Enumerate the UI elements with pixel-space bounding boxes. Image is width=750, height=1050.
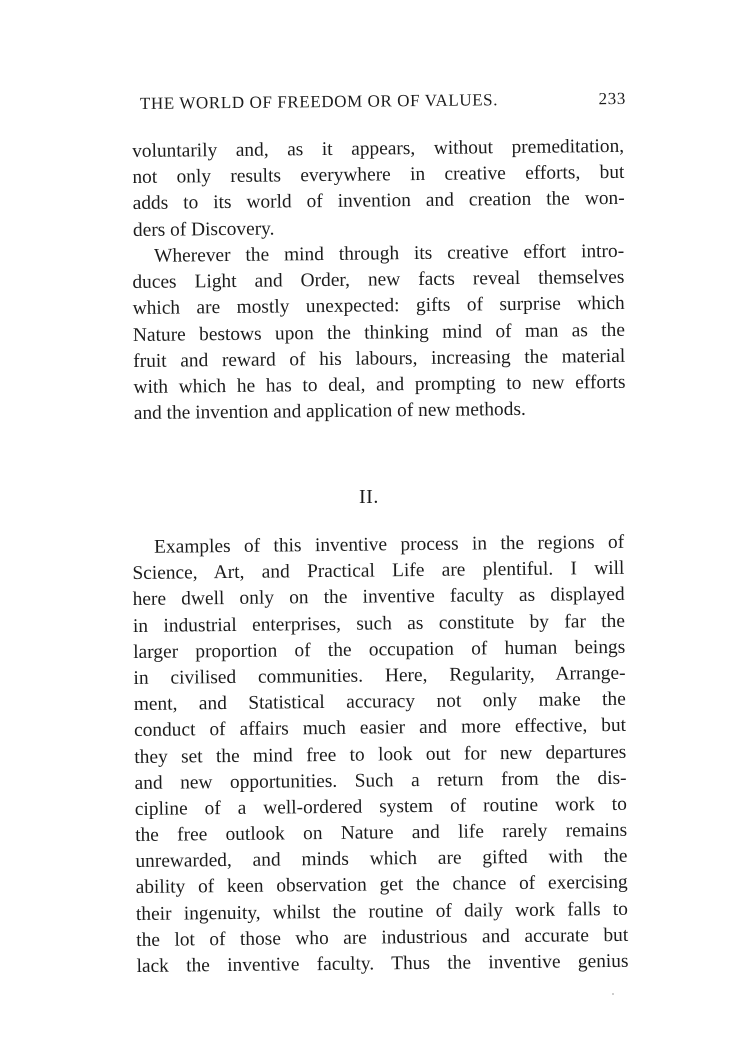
page-number: 233 bbox=[598, 88, 627, 109]
running-head-title: THE WORLD OF FREEDOM OR OF VALUES. bbox=[139, 90, 499, 113]
text-line: in industrial enterprises, such as constitute by far the bbox=[132, 610, 626, 637]
text-line: Examples of this inventive process in the regions of bbox=[154, 531, 625, 558]
text-line: and new opportunities. Such a return from the dis- bbox=[134, 767, 627, 794]
text-line: fruit and reward of his labours, increasing the material bbox=[133, 345, 626, 372]
text-line: their ingenuity, whilst the routine of daily work falls to bbox=[135, 898, 629, 925]
text-line: voluntarily and, as it appears, without premeditation, bbox=[132, 135, 625, 162]
paragraph-continued bbox=[132, 134, 625, 244]
text-line: with which he has to deal, and prompting to new efforts bbox=[133, 371, 626, 398]
text-line: Wherever the mind through its creative effort intro- bbox=[154, 240, 625, 267]
paragraph bbox=[132, 530, 629, 980]
text-line: the lot of those who are industrious and accurate but bbox=[136, 924, 629, 951]
paragraph bbox=[132, 239, 626, 427]
text-line: not only results everywhere in creative efforts, but bbox=[132, 162, 625, 189]
paper-speck bbox=[612, 993, 614, 995]
text-line: adds to its world of invention and creation the won- bbox=[132, 188, 625, 215]
text-line: they set the mind free to look out for new departures bbox=[134, 741, 627, 768]
text-line: duces Light and Order, new facts reveal themselves bbox=[132, 267, 625, 294]
text-line: larger proportion of the occupation of human beings bbox=[133, 636, 626, 663]
text-line: in civilised communities. Here, Regularity, Arrange- bbox=[133, 662, 626, 689]
text-line: ability of keen observation get the chance of exercising bbox=[135, 872, 628, 899]
text-line: conduct of affairs much easier and more effective, but bbox=[133, 715, 627, 742]
section-number: II. bbox=[359, 486, 379, 508]
text-line: unrewarded, and minds which are gifted with the bbox=[135, 846, 628, 873]
text-line: ders of Discovery. bbox=[132, 218, 275, 241]
text-line: here dwell only on the inventive faculty as displayed bbox=[132, 584, 625, 611]
text-line: and the invention and application of new methods. bbox=[133, 399, 526, 425]
text-line: the free outlook on Nature and life rarely remains bbox=[135, 819, 628, 847]
text-line: ment, and Statistical accuracy not only make the bbox=[133, 688, 626, 716]
text-line: which are mostly unexpected: gifts of surprise which bbox=[132, 293, 625, 320]
text-line: lack the inventive faculty. Thus the inventive genius bbox=[136, 950, 629, 977]
text-line: cipline of a well-ordered system of routine work to bbox=[134, 793, 627, 820]
text-line: Science, Art, and Practical Life are plentiful. I will bbox=[132, 558, 625, 585]
running-head bbox=[140, 89, 626, 120]
text-line: Nature bestows upon the thinking mind of man as the bbox=[132, 319, 626, 346]
